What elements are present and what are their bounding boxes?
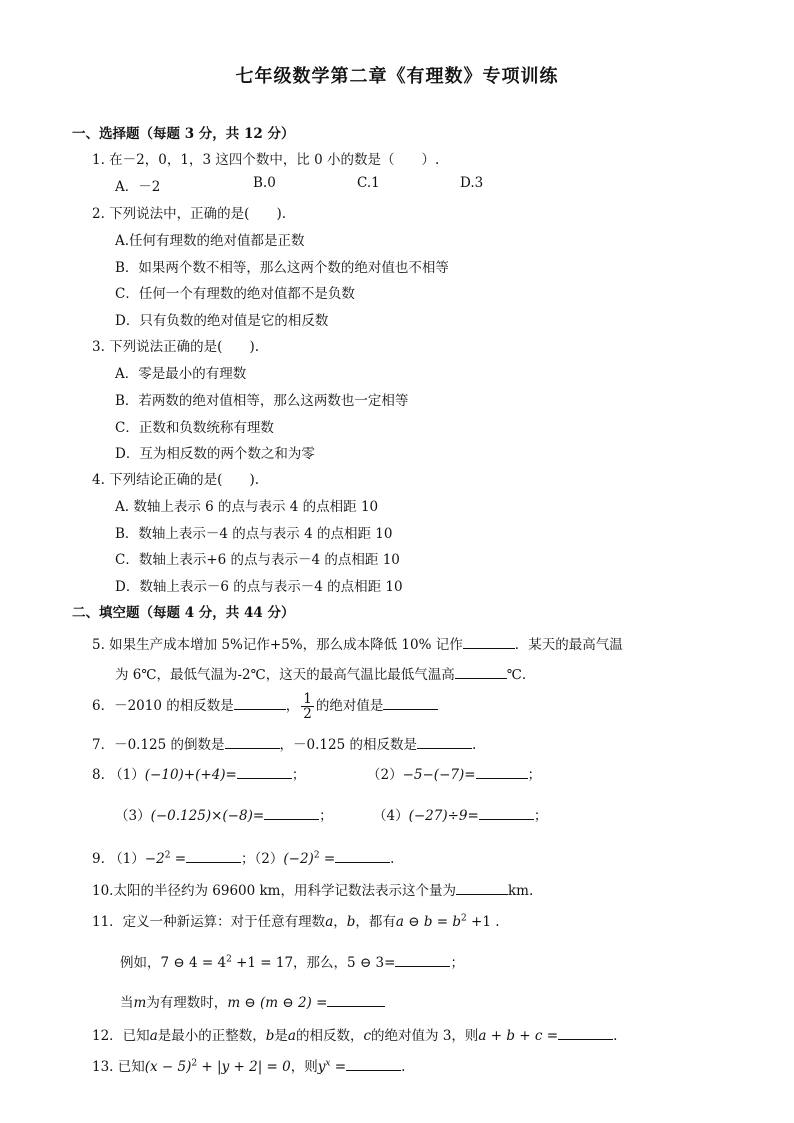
question-12-var-a2: a [287,1028,296,1044]
question-12-text-a: 12．已知 [92,1028,150,1044]
question-5-text-c: 为 6℃，最低气温为-2℃，这天的最高气温比最低气温高 [115,667,455,683]
question-8-part-4-label: （4） [373,808,409,824]
question-1-option-c: C.1 [357,175,380,191]
question-11-definition: a ⊖ b = b [395,914,462,930]
question-8-line-1 [92,763,305,783]
question-8-blank-1[interactable] [237,766,292,779]
question-13-expr-2: + |y + 2| = 0 [197,1059,291,1075]
question-7-end: . [471,737,477,753]
question-11-var-m: m [133,995,147,1011]
question-11-example-exp: 2 [226,954,232,965]
question-11-text-a: 11．定义一种新运算：对于任意有理数 [92,914,326,930]
question-6-sep: ， [285,698,300,714]
question-5-blank-2[interactable] [455,666,507,679]
question-5-text-d: ℃. [506,667,527,683]
question-11-line-2 [120,951,464,971]
question-6-text-a: 6．－2010 的相反数是 [92,698,234,714]
question-11-semi: ； [450,955,464,971]
question-11-definition-exp: 2 [461,913,467,924]
question-8-semi-1: ； [291,767,306,783]
question-3-stem: 3. 下列说法正确的是( ). [92,339,259,355]
question-5-text-b: ．某天的最高气温 [514,637,623,653]
question-9-part-1-label: （1） [109,851,145,867]
question-5-line-2 [115,663,526,683]
question-4-option-a: A. 数轴上表示 6 的点与表示 4 的点相距 10 [115,499,379,515]
section-fill-heading: 二、填空题（每题 4 分，共 44 分） [72,605,295,621]
question-7-blank-1[interactable] [225,736,280,749]
question-12-end: . [613,1028,618,1044]
question-7-text-b: ，－0.125 的相反数是 [279,737,417,753]
question-8-semi-4: ； [533,808,548,824]
question-8-expr-1: (−10)+(+4)= [144,767,237,783]
question-12-expr: a + b + c = [478,1028,559,1044]
question-4-option-b: B．数轴上表示－4 的点与表示 4 的点相距 10 [115,526,393,542]
question-7-text-a: 7．－0.125 的倒数是 [92,737,225,753]
question-12-var-c: c [363,1028,372,1044]
fraction-denominator: 2 [303,706,312,722]
question-5-blank-1[interactable] [463,636,515,649]
question-8-semi-2: ； [527,767,542,783]
question-7-blank-2[interactable] [417,736,472,749]
question-13-expr-1: (x − 5) [144,1059,192,1075]
question-9-number: 9. [92,851,105,867]
question-2-option-b: B．如果两个数不相等，那么这两个数的绝对值也不相等 [115,260,449,276]
question-8-part-2-label: （2） [367,767,403,783]
question-2-option-a: A.任何有理数的绝对值都是正数 [115,233,305,249]
question-13-line [92,1055,405,1075]
question-11-when-b: 为有理数时， [146,995,228,1011]
question-13-blank[interactable] [346,1058,401,1071]
question-11-text-b: ，都有 [355,914,396,930]
question-5-line-1 [92,633,623,653]
question-10-text-a: 10.太阳的半径约为 69600 km，用科学记数法表示这个量为 [92,883,456,899]
question-13-var-y: y [317,1059,326,1075]
question-9-part-2-label: （2） [254,851,284,867]
question-8-line-1b [367,763,541,783]
question-9-end: . [390,851,395,867]
question-11-var-a: a [325,914,334,930]
question-11-expr: m ⊖ (m ⊖ 2) = [227,995,328,1011]
question-13-end: . [401,1059,406,1075]
question-9-expr-1-eq: = [170,851,187,867]
question-2-option-c: C．任何一个有理数的绝对值都不是负数 [115,286,355,302]
question-13-text-b: ，则 [290,1059,318,1075]
question-3-option-d: D．互为相反数的两个数之和为零 [115,446,315,462]
question-8-part-3-label: （3） [115,808,151,824]
question-11-when: 当 [120,995,134,1011]
question-3-option-a: A．零是最小的有理数 [115,366,247,382]
question-8-line-2 [115,804,333,824]
question-1-option-b: B.0 [253,175,276,191]
page-title: 七年级数学第二章《有理数》专项训练 [235,66,559,87]
question-7-line [92,733,476,753]
question-8-blank-3[interactable] [264,807,319,820]
question-6-blank-1[interactable] [234,697,286,710]
question-9-line [92,847,394,867]
question-9-expr-2-exp: 2 [313,850,320,861]
question-4-option-d: D．数轴上表示－6 的点与表示－4 的点相距 10 [115,579,403,595]
question-13-text-a: 13. 已知 [92,1059,145,1075]
question-11-example-b: +1 = 17，那么，5 ⊖ 3= [231,955,396,971]
fraction-one-half [301,692,314,721]
question-8-line-2b [373,804,547,824]
question-10-line [92,879,533,899]
question-9-expr-2-base: (−2) [283,851,314,867]
question-6-line [92,692,438,721]
question-1-option-d: D.3 [460,175,484,191]
question-11-line-1 [92,910,500,930]
question-11-blank-2[interactable] [327,994,385,1007]
question-2-option-d: D．只有负数的绝对值是它的相反数 [115,313,329,329]
question-8-blank-4[interactable] [479,807,534,820]
question-11-line-3 [120,991,385,1011]
question-11-var-b: b [346,914,356,930]
question-12-var-b: b [265,1028,275,1044]
question-3-option-b: B．若两数的绝对值相等，那么这两数也一定相等 [115,393,409,409]
question-11-blank-1[interactable] [395,954,450,967]
question-10-text-b: km. [507,883,534,899]
question-13-expr-1-exp: 2 [191,1058,198,1069]
question-12-text-b: 是最小的正整数， [157,1028,266,1044]
question-9-expr-1-base: −2 [144,851,165,867]
fraction-numerator: 1 [303,691,312,707]
question-9-expr-1-exp: 2 [164,850,171,861]
question-9-blank-1[interactable] [186,850,241,863]
question-10-blank[interactable] [456,882,508,895]
question-12-blank[interactable] [558,1027,613,1040]
question-1-stem: 1. 在－2，0，1，3 这四个数中，比 0 小的数是（ ）. [92,152,440,168]
question-8-semi-3: ； [319,808,333,824]
question-13-eq: = [330,1059,347,1075]
question-8-expr-3: (−0.125)×(−8)= [150,808,265,824]
section-choice-heading: 一、选择题（每题 3 分，共 12 分） [72,126,295,142]
question-13-var-y-exp: x [325,1058,331,1069]
question-8-part-1-label: （1） [109,767,145,783]
question-8-number: 8. [92,767,105,783]
question-2-stem: 2. 下列说法中，正确的是( ). [92,206,286,222]
question-12-text-e: 的绝对值为 3，则 [371,1028,479,1044]
question-3-option-c: C．正数和负数统称有理数 [115,420,274,436]
question-12-text-c: 是 [274,1028,288,1044]
question-4-stem: 4. 下列结论正确的是( ). [92,472,259,488]
question-12-text-d: 的相反数， [295,1028,364,1044]
question-11-comma: ， [333,914,347,930]
question-4-option-c: C．数轴上表示+6 的点与表示－4 的点相距 10 [115,552,400,568]
question-8-blank-2[interactable] [476,766,528,779]
question-9-blank-2[interactable] [335,850,390,863]
question-8-expr-2: −5−(−7)= [402,767,476,783]
question-1-option-a: A．－2 [115,179,161,195]
question-8-expr-4: (−27)÷9= [408,808,479,824]
question-6-blank-2[interactable] [383,697,438,710]
question-12-line [92,1024,617,1044]
question-9-semi: ； [241,851,255,867]
question-11-example-a: 例如，7 ⊖ 4 = 4 [120,955,227,971]
question-9-expr-2-eq: = [319,851,336,867]
question-12-var-a: a [149,1028,158,1044]
question-6-text-b: 的绝对值是 [315,698,384,714]
question-5-text-a: 5. 如果生产成本增加 5%记作+5%，那么成本降低 10% 记作 [92,637,463,653]
question-11-definition-end: +1 . [466,914,500,930]
